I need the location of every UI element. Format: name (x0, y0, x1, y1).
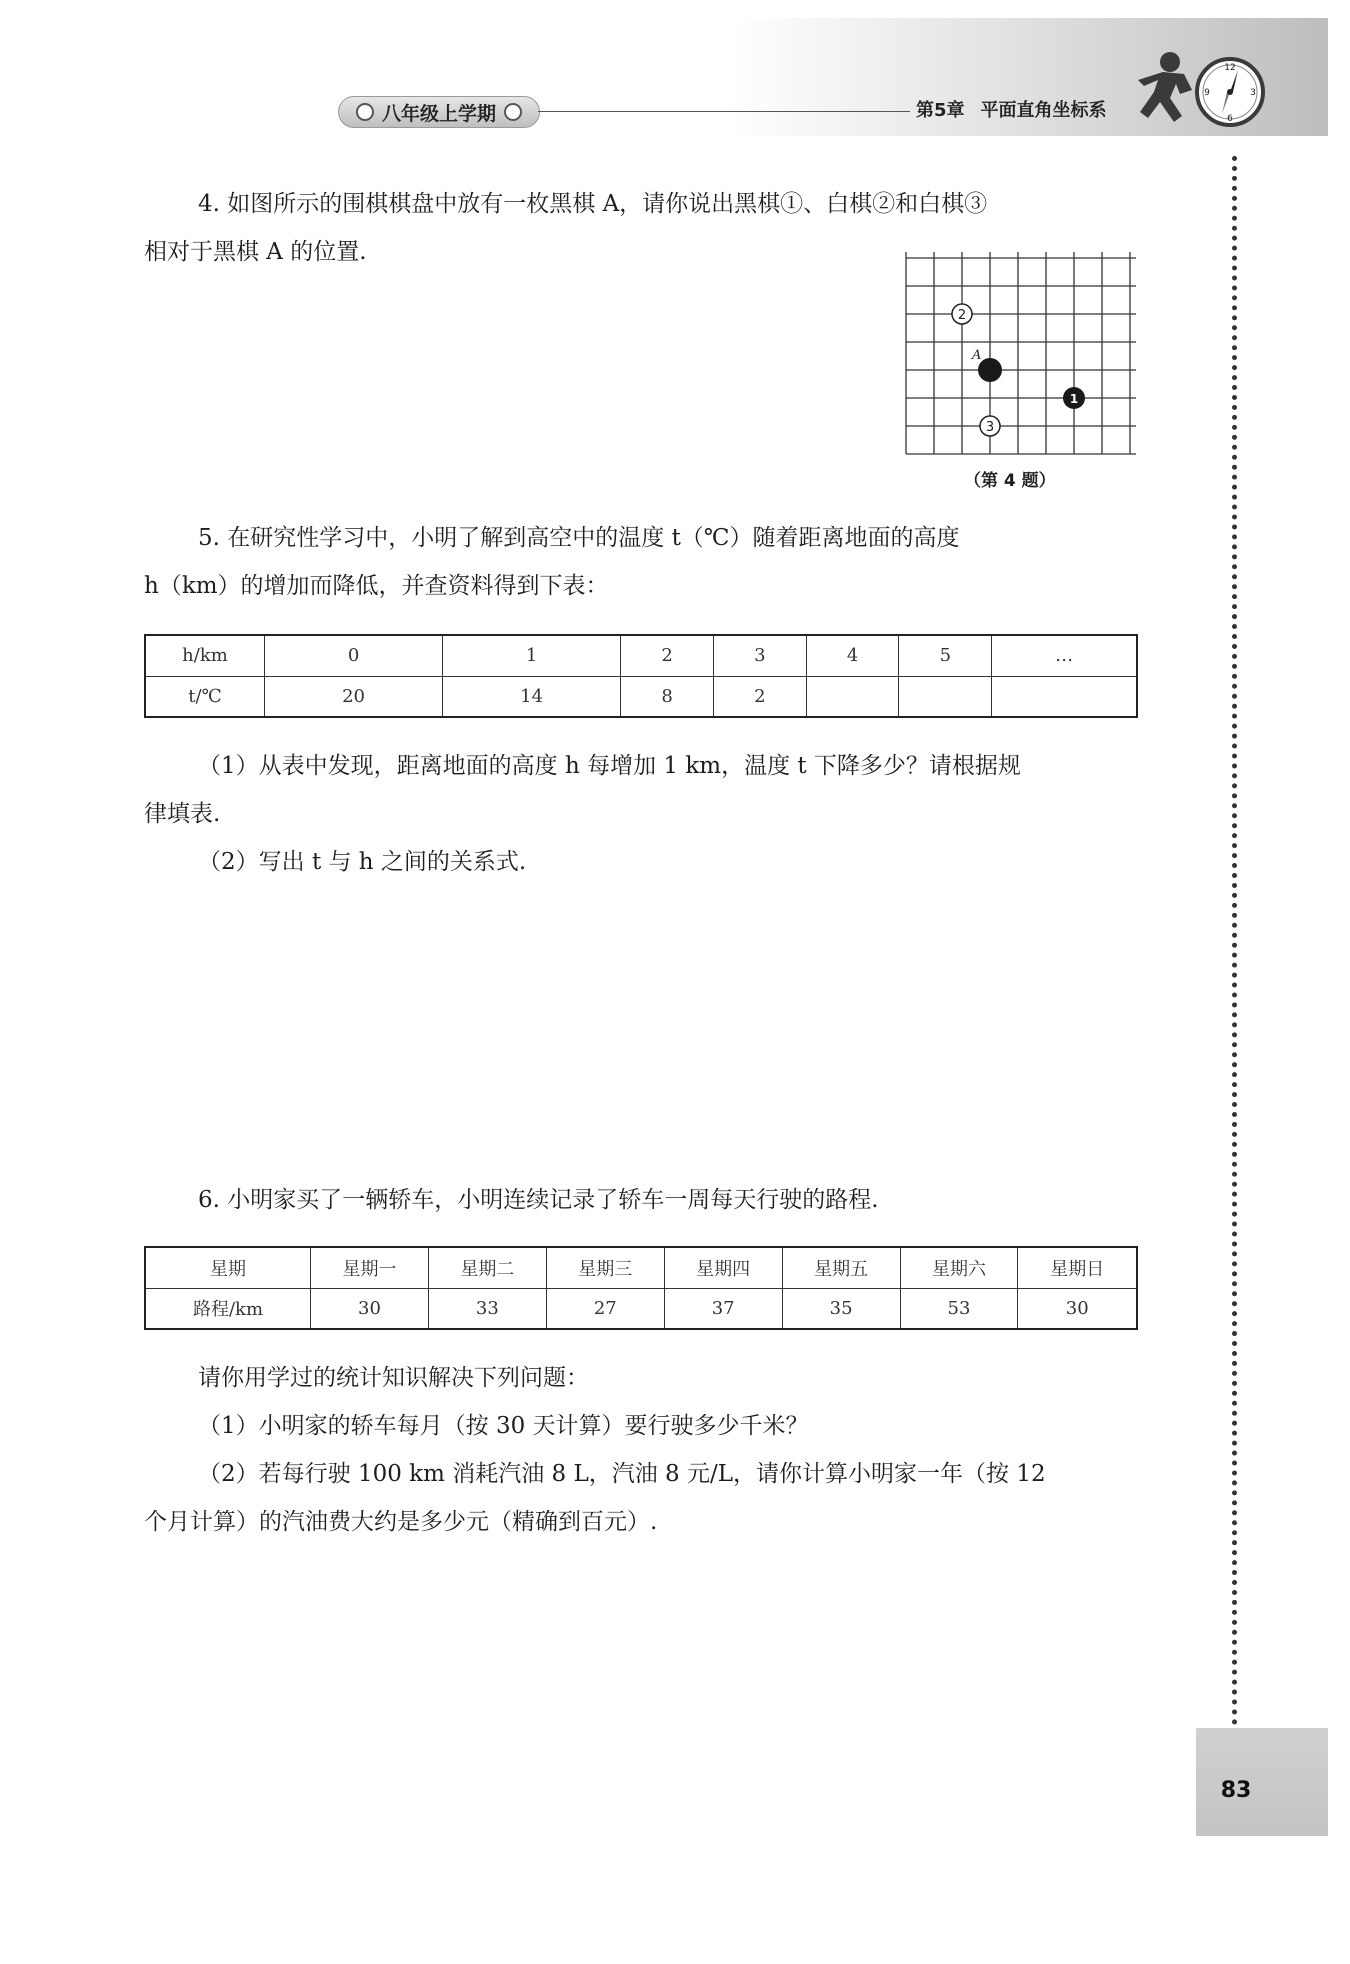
table-cell (899, 676, 992, 717)
black-stone-1-label: 1 (1069, 392, 1079, 406)
table-cell: 30 (311, 1288, 429, 1329)
q5-sub1-line2: 律填表. (144, 801, 221, 827)
table-cell: 20 (265, 676, 443, 717)
table-cell: 星期五 (782, 1247, 900, 1288)
chapter-title: 平面直角坐标系 (980, 100, 1107, 121)
clock-number-3: 3 (1250, 88, 1256, 98)
table-cell: 0 (265, 635, 443, 676)
q6-sub2-line1: （2）若每行驶 100 km 消耗汽油 8 L，汽油 8 元/L，请你计算小明家一年（按 12 (198, 1461, 1046, 1487)
clock-number-6: 6 (1227, 114, 1233, 124)
table-cell: h/km (145, 635, 265, 676)
clock-number-12: 12 (1224, 63, 1236, 73)
table-cell: 星期 (145, 1247, 311, 1288)
table-cell: 8 (621, 676, 714, 717)
table-cell: 星期四 (664, 1247, 782, 1288)
table-cell: 星期三 (546, 1247, 664, 1288)
margin-dotted-rule (1232, 156, 1237, 1726)
pill-right-dot-icon (504, 103, 522, 121)
table-cell: 14 (443, 676, 621, 717)
table-cell: 星期六 (900, 1247, 1018, 1288)
table-cell: 53 (900, 1288, 1018, 1329)
black-stone-1 (1063, 387, 1085, 409)
table-cell: 星期二 (428, 1247, 546, 1288)
grade-label-pill (338, 96, 540, 128)
chapter-heading (916, 96, 1107, 126)
clock-number-9: 9 (1204, 88, 1210, 98)
pill-left-dot-icon (356, 103, 374, 121)
q5-table-row-h (145, 635, 1137, 676)
q5-sub2: （2）写出 t 与 h 之间的关系式. (198, 849, 527, 875)
header-rule (538, 111, 910, 112)
white-stone-2 (952, 304, 972, 324)
white-stone-2-label: 2 (957, 308, 967, 323)
table-cell: 1 (443, 635, 621, 676)
table-cell (992, 676, 1137, 717)
table-cell: 2 (621, 635, 714, 676)
black-stone-a-label: A (972, 348, 982, 363)
page-number: 83 (1220, 1778, 1252, 1803)
q4-text-line2: 相对于黑棋 A 的位置. (144, 239, 367, 265)
go-board-figure (898, 246, 1138, 468)
q6-table (144, 1246, 1138, 1330)
black-stone-a (971, 348, 1002, 382)
q5-sub1-line1: （1）从表中发现，距离地面的高度 h 每增加 1 km，温度 t 下降多少？请根据规 (198, 753, 1021, 779)
q4-text-line1: 4. 如图所示的围棋棋盘中放有一枚黑棋 A，请你说出黑棋①、白棋②和白棋③ (198, 191, 988, 217)
q4-figure-caption: （第 4 题） (964, 471, 1056, 491)
white-stone-3 (980, 416, 1000, 436)
q6-table-row-dist (145, 1288, 1137, 1329)
table-cell: 30 (1018, 1288, 1137, 1329)
q6-prompt: 请你用学过的统计知识解决下列问题： (198, 1365, 589, 1391)
table-cell: 37 (664, 1288, 782, 1329)
table-cell: 27 (546, 1288, 664, 1329)
table-cell: 星期日 (1018, 1247, 1137, 1288)
table-cell: 路程/km (145, 1288, 311, 1329)
q6-text-line1: 6. 小明家买了一辆轿车，小明连续记录了轿车一周每天行驶的路程. (198, 1187, 879, 1213)
table-cell: … (992, 635, 1137, 676)
table-cell: 4 (806, 635, 899, 676)
table-cell: 星期一 (311, 1247, 429, 1288)
runner-clock-emblem-icon (1118, 40, 1268, 140)
white-stone-3-label: 3 (985, 420, 995, 435)
table-cell: 5 (899, 635, 992, 676)
table-cell (806, 676, 899, 717)
q5-text-line1: 5. 在研究性学习中，小明了解到高空中的温度 t（℃）随着距离地面的高度 (198, 525, 960, 551)
grade-label: 八年级上学期 (381, 102, 496, 125)
table-cell: t/℃ (145, 676, 265, 717)
q5-table-row-t (145, 676, 1137, 717)
q6-table-row-day (145, 1247, 1137, 1288)
table-cell: 33 (428, 1288, 546, 1329)
q6-sub2-line2: 个月计算）的汽油费大约是多少元（精确到百元）. (144, 1509, 658, 1535)
chapter-number: 第5章 (916, 100, 965, 121)
q5-text-line2: h（km）的增加而降低，并查资料得到下表： (144, 573, 609, 599)
table-cell: 3 (713, 635, 806, 676)
q6-sub1: （1）小明家的轿车每月（按 30 天计算）要行驶多少千米？ (198, 1413, 809, 1439)
q5-table (144, 634, 1138, 718)
table-cell: 35 (782, 1288, 900, 1329)
table-cell: 2 (713, 676, 806, 717)
